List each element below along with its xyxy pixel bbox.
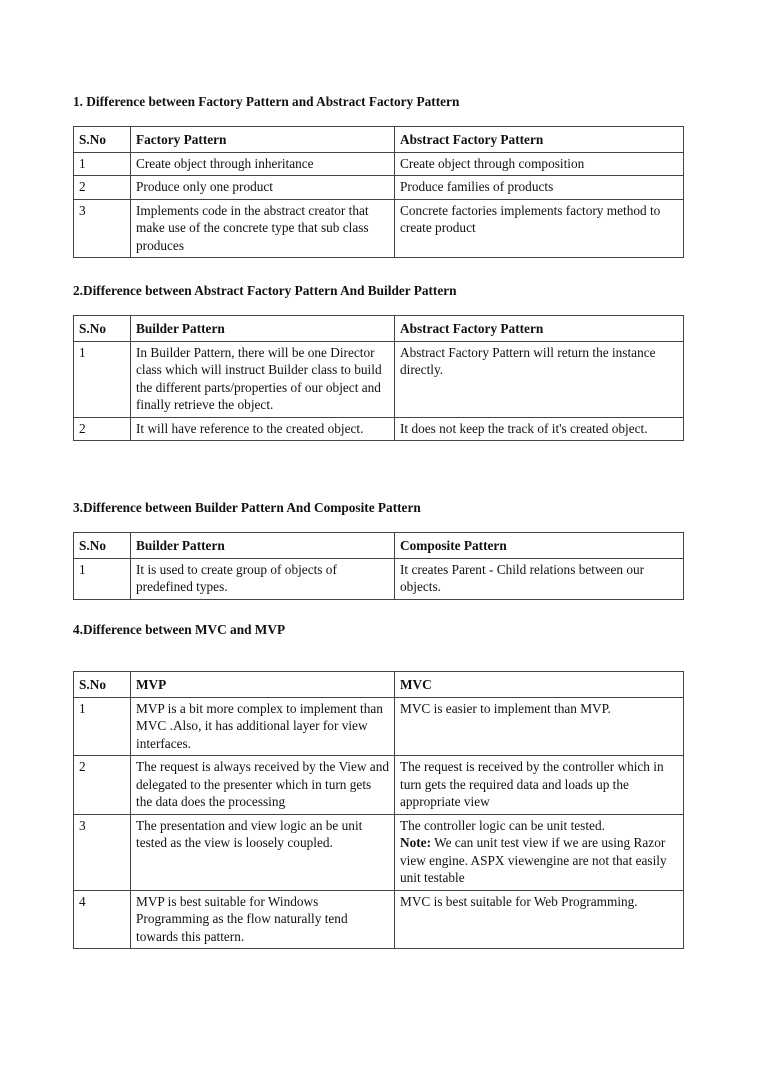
header-sno: S.No [74, 533, 131, 559]
cell-sno: 3 [74, 814, 131, 890]
cell-text: The controller logic can be unit tested. [400, 817, 605, 833]
cell-col-b: MVC is easier to implement than MVP. [395, 697, 684, 756]
table-header-row [74, 127, 684, 153]
section-1 [73, 94, 683, 253]
section-3 [73, 500, 683, 594]
table-row [74, 558, 684, 599]
cell-sno: 1 [74, 152, 131, 176]
cell-col-b: Produce families of products [395, 176, 684, 200]
table-row [74, 152, 684, 176]
table-row [74, 341, 684, 417]
table-row [74, 417, 684, 441]
header-col-b: Composite Pattern [395, 533, 684, 559]
table-row [74, 176, 684, 200]
cell-col-a: The presentation and view logic an be unit tested as the view is loosely coupled. [131, 814, 395, 890]
cell-col-a: Create object through inheritance [131, 152, 395, 176]
cell-sno: 3 [74, 199, 131, 258]
comparison-table [73, 126, 684, 258]
table-row [74, 814, 684, 890]
cell-col-b: It creates Parent - Child relations between our objects. [395, 558, 684, 599]
cell-col-b: The request is received by the controller which in turn gets the required data and loads up the appropriate view [395, 756, 684, 815]
cell-col-b: MVC is best suitable for Web Programming. [395, 890, 684, 949]
header-col-a: Builder Pattern [131, 316, 395, 342]
cell-col-a: Produce only one product [131, 176, 395, 200]
cell-col-a: MVP is best suitable for Windows Programming as the flow naturally tend towards this pattern. [131, 890, 395, 949]
section-title: 1. Difference between Factory Pattern and Abstract Factory Pattern [73, 94, 460, 109]
header-col-a: MVP [131, 672, 395, 698]
cell-col-b: Abstract Factory Pattern will return the instance directly. [395, 341, 684, 417]
cell-sno: 1 [74, 697, 131, 756]
section-2 [73, 283, 683, 436]
table-header-row [74, 533, 684, 559]
table-row [74, 199, 684, 258]
cell-sno: 4 [74, 890, 131, 949]
table-header-row [74, 672, 684, 698]
cell-sno: 2 [74, 417, 131, 441]
table-row [74, 697, 684, 756]
header-col-b: Abstract Factory Pattern [395, 316, 684, 342]
cell-sno: 1 [74, 558, 131, 599]
table-row [74, 890, 684, 949]
cell-col-a: It is used to create group of objects of predefined types. [131, 558, 395, 599]
cell-col-a: In Builder Pattern, there will be one Director class which will instruct Builder class to build the different parts/properties of our object and finally retrieve the object. [131, 341, 395, 417]
cell-col-b: Concrete factories implements factory method to create product [395, 199, 684, 258]
cell-col-a: Implements code in the abstract creator that make use of the concrete type that sub class produces [131, 199, 395, 258]
note-label: Note: [400, 835, 432, 850]
cell-col-a: MVP is a bit more complex to implement than MVC .Also, it has additional layer for view interfaces. [131, 697, 395, 756]
header-sno: S.No [74, 127, 131, 153]
header-col-a: Builder Pattern [131, 533, 395, 559]
header-sno: S.No [74, 316, 131, 342]
header-sno: S.No [74, 672, 131, 698]
header-col-b: Abstract Factory Pattern [395, 127, 684, 153]
cell-col-b: Create object through composition [395, 152, 684, 176]
cell-sno: 2 [74, 176, 131, 200]
header-col-b: MVC [395, 672, 684, 698]
cell-col-a: It will have reference to the created object. [131, 417, 395, 441]
section-title: 2.Difference between Abstract Factory Pattern And Builder Pattern [73, 283, 457, 298]
cell-col-b [395, 814, 684, 890]
table-row [74, 756, 684, 815]
cell-col-b: It does not keep the track of it's created object. [395, 417, 684, 441]
table-header-row [74, 316, 684, 342]
cell-sno: 1 [74, 341, 131, 417]
note-text: We can unit test view if we are using Razor view engine. ASPX viewengine are not that easily unit testable [400, 835, 667, 885]
section-4 [73, 622, 683, 944]
cell-sno: 2 [74, 756, 131, 815]
cell-col-a: The request is always received by the View and delegated to the presenter which in turn gets the data does the processing [131, 756, 395, 815]
comparison-table [73, 315, 684, 441]
section-title: 4.Difference between MVC and MVP [73, 622, 286, 637]
comparison-table [73, 532, 684, 600]
comparison-table [73, 671, 684, 949]
section-title: 3.Difference between Builder Pattern And Composite Pattern [73, 500, 421, 515]
header-col-a: Factory Pattern [131, 127, 395, 153]
